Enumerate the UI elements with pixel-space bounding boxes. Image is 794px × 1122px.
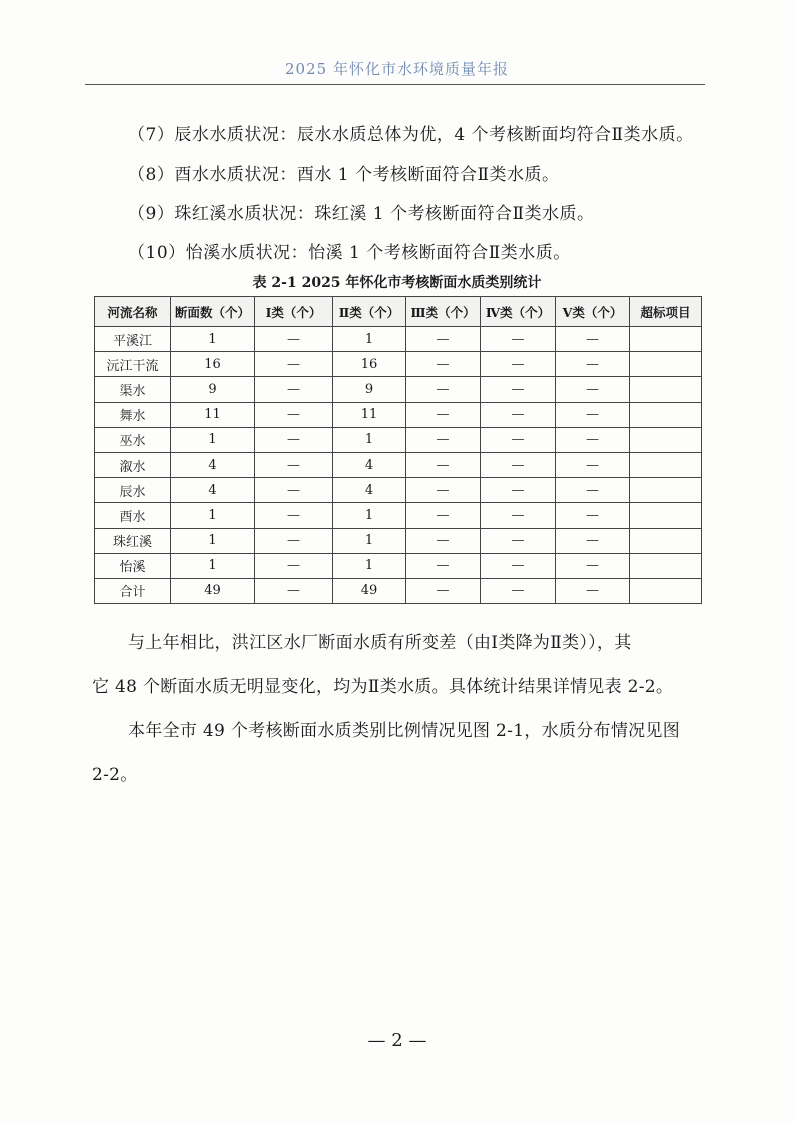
table-cell: — [556,402,630,427]
table-cell: — [406,528,481,553]
body-line-2: 它 48 个断面水质无明显变化，均为Ⅱ类水质。具体统计结果详情见表 2-2。 [92,677,674,697]
table-cell: — [406,327,481,352]
river-name-cell: 平溪江 [95,327,171,352]
table-cell: 9 [171,377,255,402]
water-quality-table [94,296,702,604]
header-divider [85,84,705,85]
river-name-cell: 渠水 [95,377,171,402]
table-cell: 1 [171,327,255,352]
table-cell [630,402,702,427]
table-cell: — [556,327,630,352]
table-cell [630,478,702,503]
table-cell: — [481,327,556,352]
table-cell: — [255,528,333,553]
report-header-title: 2025 年怀化市水环境质量年报 [285,60,509,78]
table-cell: — [481,402,556,427]
table-row [95,402,702,427]
table-cell: — [255,327,333,352]
table-cell: — [481,478,556,503]
table-row [95,377,702,402]
table-cell: — [255,377,333,402]
table-cell [630,452,702,477]
column-header: Ⅲ类（个） [406,297,481,327]
table-cell: — [481,578,556,603]
river-name-cell: 合计 [95,578,171,603]
table-row [95,478,702,503]
table-cell: — [406,377,481,402]
table-cell: — [406,352,481,377]
body-line-1: 与上年相比，洪江区水厂断面水质有所变差（由Ⅰ类降为Ⅱ类）），其 [128,633,632,653]
table-cell [630,578,702,603]
table-cell: — [255,352,333,377]
column-header: Ⅱ类（个） [333,297,406,327]
table-cell: 1 [333,327,406,352]
table-cell: — [481,503,556,528]
table-row [95,327,702,352]
paragraph-youshui: （8）酉水水质状况：酉水 1 个考核断面符合Ⅱ类水质。 [128,165,560,185]
table-row [95,352,702,377]
table-cell: 1 [171,427,255,452]
river-name-cell: 辰水 [95,478,171,503]
body-line-3: 本年全市 49 个考核断面水质类别比例情况见图 2-1，水质分布情况见图 [128,721,681,741]
table-cell: — [255,578,333,603]
table-cell [630,427,702,452]
paragraph-zhuhongxi: （9）珠红溪水质状况：珠红溪 1 个考核断面符合Ⅱ类水质。 [128,204,595,224]
table-cell: 1 [333,503,406,528]
table-cell: — [481,377,556,402]
table-row [95,503,702,528]
table-row [95,528,702,553]
table-cell: — [406,503,481,528]
column-header: 河流名称 [95,297,171,327]
table-cell: — [406,427,481,452]
table-cell [630,528,702,553]
table-cell: — [556,478,630,503]
table-cell: 1 [333,528,406,553]
table-cell: — [406,578,481,603]
table-cell: — [556,503,630,528]
column-header: 断面数（个） [171,297,255,327]
table-cell: 1 [333,427,406,452]
table-cell: — [556,553,630,578]
table-cell: — [556,427,630,452]
table-cell [630,377,702,402]
table-cell: — [255,452,333,477]
table-cell: — [255,553,333,578]
body-line-4: 2-2。 [92,765,138,785]
table-cell: 16 [171,352,255,377]
river-name-cell: 怡溪 [95,553,171,578]
table-row [95,578,702,603]
table-cell: — [255,402,333,427]
river-name-cell: 沅江干流 [95,352,171,377]
table-cell: — [255,427,333,452]
table-header-row [95,297,702,327]
table-cell: 1 [171,503,255,528]
table-cell [630,553,702,578]
table-cell: — [556,578,630,603]
table-cell: 4 [333,452,406,477]
table-cell [630,503,702,528]
column-header: Ⅴ类（个） [556,297,630,327]
table-cell [630,352,702,377]
table-cell: — [481,352,556,377]
column-header: Ⅳ类（个） [481,297,556,327]
table-cell: 4 [171,452,255,477]
table-cell: — [556,452,630,477]
table-cell: — [556,352,630,377]
table-cell: — [481,427,556,452]
table-cell: 11 [333,402,406,427]
table-caption: 表 2-1 2025 年怀化市考核断面水质类别统计 [252,275,542,291]
table-cell: 1 [171,528,255,553]
river-name-cell: 溆水 [95,452,171,477]
column-header: Ⅰ类（个） [255,297,333,327]
river-name-cell: 舞水 [95,402,171,427]
table-cell: 1 [333,553,406,578]
river-name-cell: 珠红溪 [95,528,171,553]
river-name-cell: 巫水 [95,427,171,452]
table-cell: — [406,553,481,578]
table-cell: — [556,528,630,553]
table-cell: 11 [171,402,255,427]
page-number: — 2 — [367,1030,427,1051]
river-name-cell: 酉水 [95,503,171,528]
column-header: 超标项目 [630,297,702,327]
table-row [95,553,702,578]
table-cell: — [556,377,630,402]
paragraph-yixi: （10）怡溪水质状况：怡溪 1 个考核断面符合Ⅱ类水质。 [128,243,571,263]
table-cell: — [255,503,333,528]
table-cell: 49 [333,578,406,603]
table-cell [630,327,702,352]
table-cell: — [406,402,481,427]
table-cell: 49 [171,578,255,603]
table-cell: — [481,452,556,477]
table-row [95,452,702,477]
table-cell: — [406,452,481,477]
table-cell: — [481,528,556,553]
table-cell: — [255,478,333,503]
paragraph-chenshui: （7）辰水水质状况：辰水水质总体为优，4 个考核断面均符合Ⅱ类水质。 [128,125,694,145]
table-row [95,427,702,452]
table-cell: — [406,478,481,503]
table-cell: 4 [171,478,255,503]
table-cell: 4 [333,478,406,503]
table-cell: — [481,553,556,578]
table-cell: 16 [333,352,406,377]
table-cell: 1 [171,553,255,578]
table-cell: 9 [333,377,406,402]
